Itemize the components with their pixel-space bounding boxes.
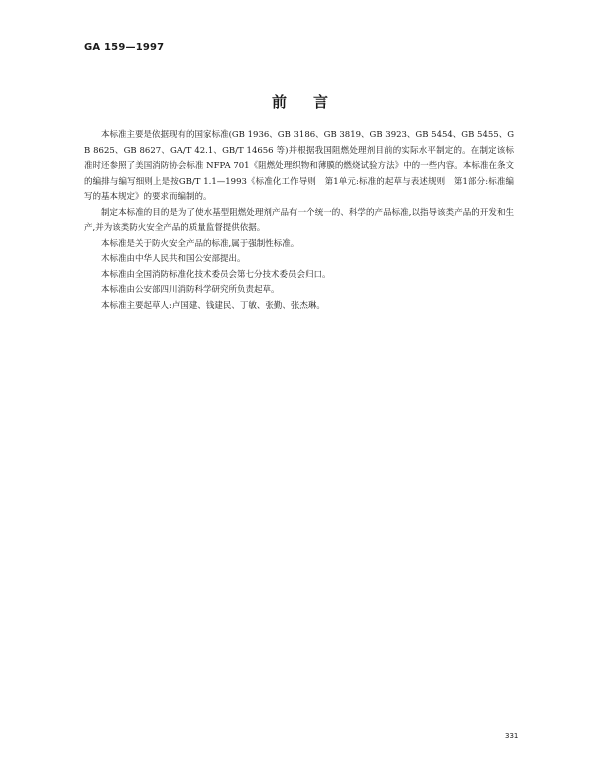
foreword-body bbox=[84, 128, 514, 314]
page-number: 331 bbox=[505, 732, 519, 740]
paragraph-mandatory: 本标准是关于防火安全产品的标准,属于强制性标准。 bbox=[101, 238, 300, 249]
paragraph-drafters: 本标准主要起草人:卢国建、钱建民、丁敏、张勤、张杰琳。 bbox=[101, 300, 325, 311]
paragraph-basis: 本标准主要是依据现有的国家标准(GB 1936、GB 3186、GB 3819、GB 3923、GB 5454、GB 5455、GB 8625、GB 8627、GA/T 42.1、GB/T 14656 等)并根据我国阻燃处理剂目前的实际水平制定的。在制定该标准时还参照了美国消防协会标准 NFPA 701《阻燃处理织物和薄膜的燃烧试验方法》中的一些内容。本标准在条文的编排与编写细则上是按GB/T 1.1—1993《标准化工作导则 第1单元:标准的起草与表述规则 第1部分:标准编写的基本规定》的要求而编制的。 bbox=[84, 130, 514, 202]
paragraph-purpose: 制定本标准的目的是为了使水基型阻燃处理剂产品有一个统一的、科学的产品标准,以指导该类产品的开发和生产,并为该类防火安全产品的质量监督提供依据。 bbox=[84, 207, 514, 233]
document-code: GA 159—1997 bbox=[84, 42, 165, 53]
paragraph-proposer: 木标准由中华人民共和国公安部提出。 bbox=[101, 254, 246, 264]
paragraph-drafting-unit: 本标准由公安部四川消防科学研究所负责起草。 bbox=[101, 285, 280, 295]
page-title: 前言 bbox=[271, 93, 354, 111]
paragraph-administrator: 本标准由全国消防标准化技术委员会第七分技术委员会归口。 bbox=[101, 269, 331, 280]
